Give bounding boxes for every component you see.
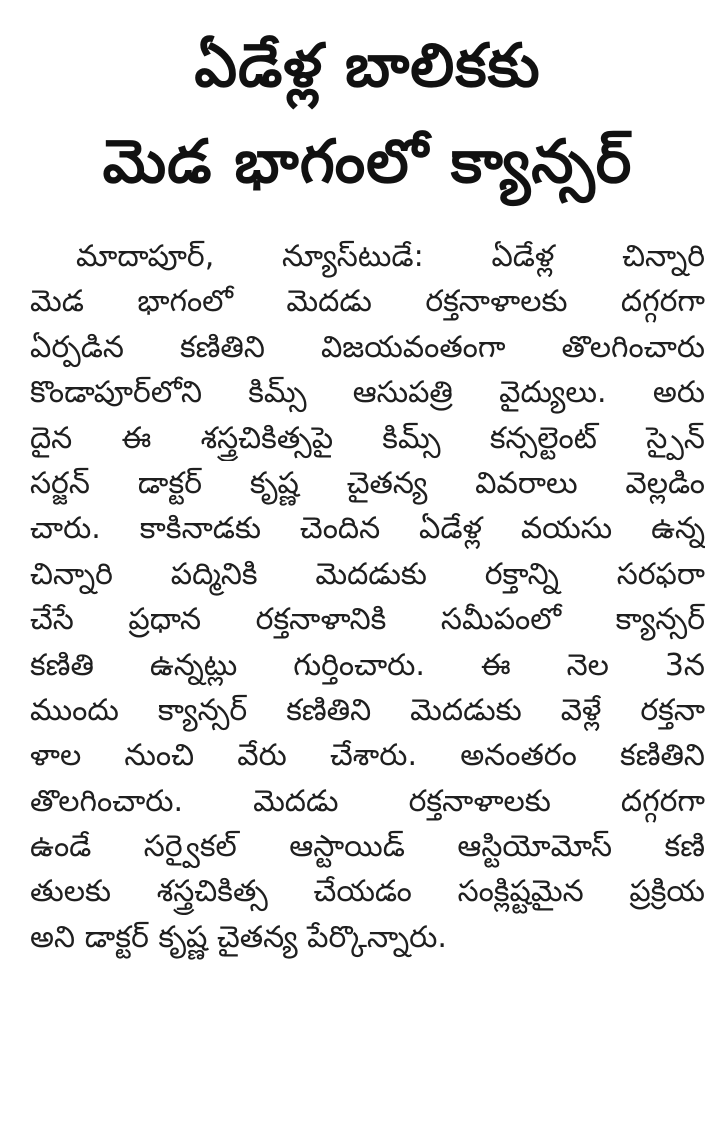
article-line-3: ఏర్పడిన కణితిని విజయవంతంగా తొలగించారు: [30, 329, 705, 365]
article-line-9: చేసే ప్రధాన రక్తనాళానికి సమీపంలో క్యాన్సర్: [30, 602, 705, 638]
article-line-16: అని డాక్టర్ కృష్ణ చైతన్య పేర్కొన్నారు.: [30, 919, 447, 955]
article-line-8: చిన్నారి పద్మినికి మెదడుకు రక్తాన్ని సరఫరా: [30, 556, 705, 592]
article-line-12: ళాల నుంచి వేరు చేశారు. అనంతరం కణితిని: [30, 738, 705, 774]
article-line-6: సర్జన్ డాక్టర్ కృష్ణ చైతన్య వివరాలు వెల్లడిం: [30, 465, 705, 501]
headline: [30, 18, 705, 210]
article-line-5: దైన ఈ శస్త్రచికిత్సపై కిమ్స్ కన్సల్టెంట్ స్పైన్: [30, 420, 705, 456]
article-line-2: మెడ భాగంలో మెదడు రక్తనాళాలకు దగ్గరగా: [30, 284, 705, 320]
article-line-4: కొండాపూర్‌లోని కిమ్స్ ఆసుపత్రి వైద్యులు. అరు: [30, 375, 705, 411]
article-line-10: కణితి ఉన్నట్లు గుర్తించారు. ఈ నెల 3న: [30, 647, 705, 683]
article-line-15: తులకు శస్త్రచికిత్స చేయడం సంక్లిష్టమైన ప్రక్రియ: [30, 874, 705, 910]
article-line-13: తొలగించారు. మెదడు రక్తనాళాలకు దగ్గరగా: [30, 783, 705, 819]
headline-line-1: ఏడేళ్ల బాలికకు: [194, 31, 541, 101]
headline-line-2: మెడ భాగంలో క్యాన్సర్: [102, 127, 633, 197]
article-line-14: ఉండే సర్వైకల్ ఆస్టాయిడ్ ఆస్టియోమోస్ కణి: [30, 829, 705, 865]
article-line-7: చారు. కాకినాడకు చెందిన ఏడేళ్ల వయసు ఉన్న: [30, 511, 705, 547]
article-body: [30, 234, 705, 960]
article-line-1: మాదాపూర్, న్యూస్‌టుడే: ఏడేళ్ల చిన్నారి: [76, 239, 705, 274]
article-line-11: ముందు క్యాన్సర్ కణితిని మెదడుకు వెళ్లే రక్తనా: [30, 692, 705, 728]
